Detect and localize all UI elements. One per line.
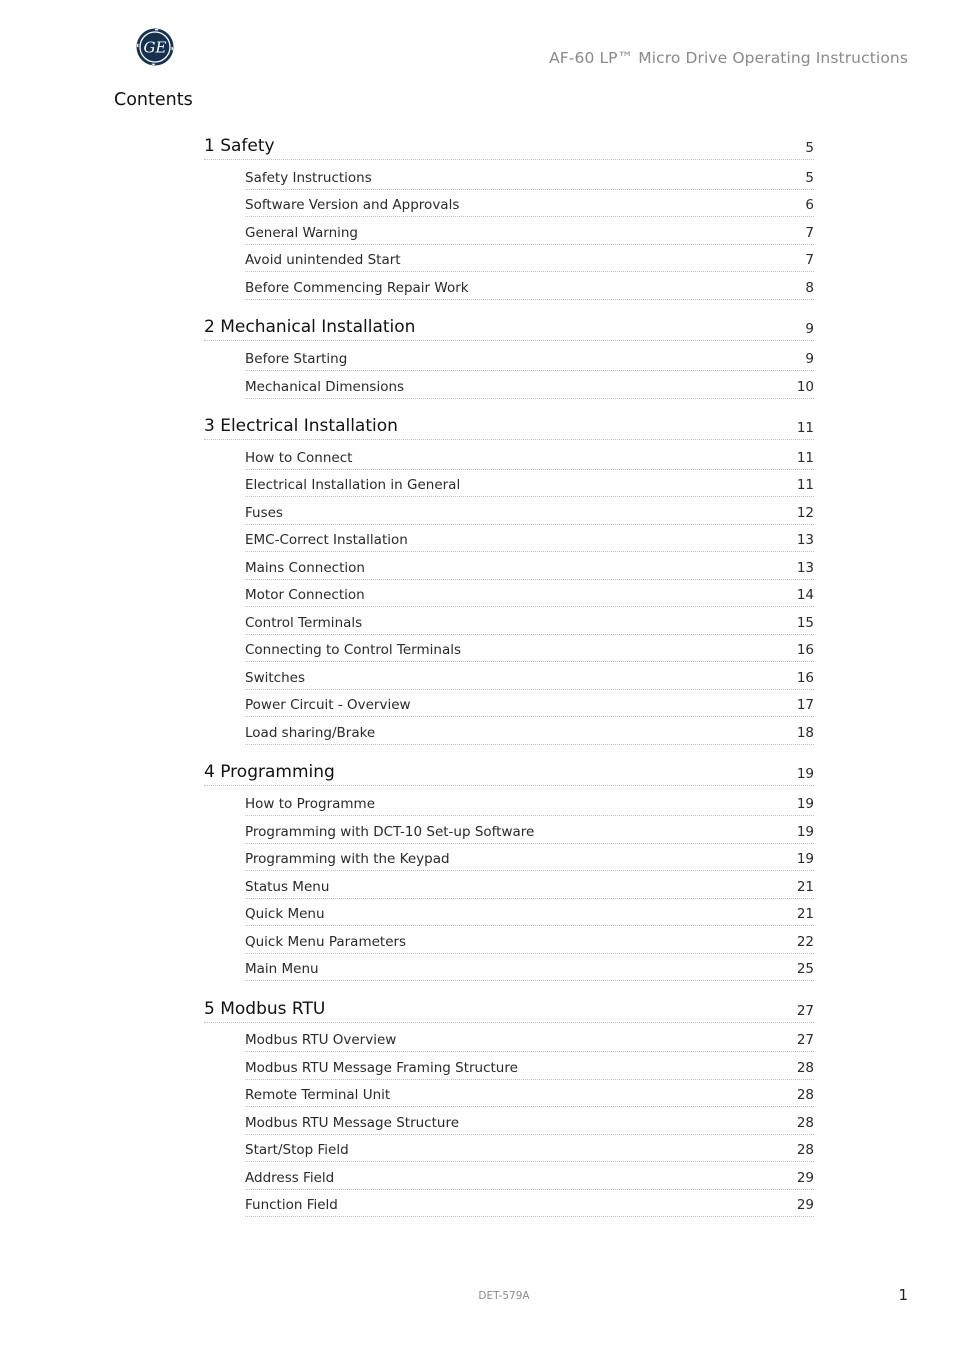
toc-entry-page: 29 — [796, 1170, 814, 1186]
toc-chapter-entry[interactable] — [204, 761, 814, 783]
toc-entry-title: 1 Safety — [204, 136, 275, 156]
toc-entry-title: Modbus RTU Message Framing Structure — [245, 1060, 518, 1076]
page-number: 1 — [898, 1286, 908, 1304]
toc-entry-page: 9 — [805, 351, 814, 367]
toc-dotted-rule — [204, 1022, 814, 1023]
toc-entry-title: How to Programme — [245, 796, 376, 812]
toc-dotted-rule — [245, 216, 814, 217]
toc-dotted-rule — [245, 271, 814, 272]
toc-section-entry[interactable] — [245, 720, 814, 742]
toc-entry-title: 3 Electrical Installation — [204, 416, 398, 436]
toc-section-entry[interactable] — [245, 1192, 814, 1214]
contents-heading: Contents — [114, 90, 193, 110]
toc-entry-page: 27 — [796, 1032, 814, 1048]
toc-entry-page: 13 — [796, 532, 814, 548]
toc-dotted-rule — [245, 606, 814, 607]
toc-entry-page: 7 — [805, 252, 814, 268]
toc-entry-title: EMC-Correct Installation — [245, 532, 408, 548]
toc-dotted-rule — [245, 1216, 814, 1217]
toc-entry-page: 5 — [805, 140, 814, 156]
toc-entry-title: Electrical Installation in General — [245, 477, 461, 493]
toc-section-entry[interactable] — [245, 665, 814, 687]
toc-entry-page: 15 — [796, 615, 814, 631]
toc-chapter-entry[interactable] — [204, 998, 814, 1020]
toc-section-entry[interactable] — [245, 1082, 814, 1104]
toc-section-entry[interactable] — [245, 1110, 814, 1132]
toc-entry-page: 22 — [796, 934, 814, 950]
toc-section-entry[interactable] — [245, 527, 814, 549]
toc-section-entry[interactable] — [245, 846, 814, 868]
toc-section-entry[interactable] — [245, 901, 814, 923]
toc-dotted-rule — [245, 980, 814, 981]
toc-section-entry[interactable] — [245, 791, 814, 813]
toc-section-entry[interactable] — [245, 582, 814, 604]
toc-dotted-rule — [245, 815, 814, 816]
toc-entry-page: 11 — [796, 450, 814, 466]
toc-chapter-entry[interactable] — [204, 316, 814, 338]
toc-chapter-entry[interactable] — [204, 415, 814, 437]
toc-dotted-rule — [245, 1189, 814, 1190]
toc-section-entry[interactable] — [245, 500, 814, 522]
toc-dotted-rule — [245, 689, 814, 690]
toc-dotted-rule — [245, 953, 814, 954]
toc-entry-title: Fuses — [245, 505, 283, 521]
toc-section-entry[interactable] — [245, 692, 814, 714]
toc-entry-page: 28 — [796, 1142, 814, 1158]
toc-section-entry[interactable] — [245, 220, 814, 242]
toc-entry-title: How to Connect — [245, 450, 353, 466]
toc-entry-page: 11 — [796, 477, 814, 493]
toc-entry-page: 7 — [805, 225, 814, 241]
toc-dotted-rule — [245, 661, 814, 662]
toc-section-entry[interactable] — [245, 445, 814, 467]
toc-dotted-rule — [245, 1161, 814, 1162]
toc-section-entry[interactable] — [245, 275, 814, 297]
toc-entry-title: Remote Terminal Unit — [245, 1087, 391, 1103]
toc-entry-page: 5 — [805, 170, 814, 186]
toc-dotted-rule — [245, 299, 814, 300]
toc-dotted-rule — [245, 189, 814, 190]
toc-dotted-rule — [245, 925, 814, 926]
toc-dotted-rule — [245, 551, 814, 552]
toc-entry-title: Quick Menu Parameters — [245, 934, 407, 950]
toc-entry-page: 6 — [805, 197, 814, 213]
toc-entry-title: Programming with the Keypad — [245, 851, 450, 867]
toc-section-entry[interactable] — [245, 192, 814, 214]
toc-dotted-rule — [245, 634, 814, 635]
toc-entry-title: Avoid unintended Start — [245, 252, 401, 268]
toc-entry-page: 29 — [796, 1197, 814, 1213]
toc-section-entry[interactable] — [245, 637, 814, 659]
toc-dotted-rule — [245, 579, 814, 580]
toc-entry-title: Mechanical Dimensions — [245, 379, 405, 395]
toc-dotted-rule — [245, 469, 814, 470]
toc-section-entry[interactable] — [245, 874, 814, 896]
toc-entry-title: Main Menu — [245, 961, 319, 977]
toc-entry-page: 16 — [796, 642, 814, 658]
toc-entry-title: Load sharing/Brake — [245, 725, 376, 741]
toc-entry-title: Mains Connection — [245, 560, 365, 576]
toc-dotted-rule — [245, 716, 814, 717]
toc-entry-title: Before Commencing Repair Work — [245, 280, 469, 296]
toc-entry-page: 19 — [796, 796, 814, 812]
toc-entry-page: 16 — [796, 670, 814, 686]
toc-entry-title: Address Field — [245, 1170, 335, 1186]
toc-entry-title: General Warning — [245, 225, 358, 241]
toc-section-entry[interactable] — [245, 374, 814, 396]
toc-dotted-rule — [204, 340, 814, 341]
toc-dotted-rule — [245, 1134, 814, 1135]
toc-entry-page: 10 — [796, 379, 814, 395]
toc-section-entry[interactable] — [245, 247, 814, 269]
toc-dotted-rule — [245, 870, 814, 871]
toc-entry-page: 28 — [796, 1115, 814, 1131]
toc-entry-title: Start/Stop Field — [245, 1142, 349, 1158]
toc-dotted-rule — [245, 524, 814, 525]
svg-text:GE: GE — [143, 38, 167, 57]
toc-entry-title: Before Starting — [245, 351, 348, 367]
toc-section-entry[interactable] — [245, 956, 814, 978]
document-code: DET-579A — [478, 1290, 530, 1302]
toc-entry-page: 18 — [796, 725, 814, 741]
toc-entry-title: Function Field — [245, 1197, 338, 1213]
toc-entry-title: Control Terminals — [245, 615, 363, 631]
toc-entry-page: 13 — [796, 560, 814, 576]
toc-section-entry[interactable] — [245, 1027, 814, 1049]
toc-entry-page: 9 — [805, 321, 814, 337]
toc-entry-page: 21 — [796, 906, 814, 922]
toc-entry-title: Safety Instructions — [245, 170, 372, 186]
toc-dotted-rule — [245, 496, 814, 497]
toc-section-entry[interactable] — [245, 610, 814, 632]
toc-entry-title: Motor Connection — [245, 587, 365, 603]
toc-section-entry[interactable] — [245, 1055, 814, 1077]
toc-entry-title: Power Circuit - Overview — [245, 697, 411, 713]
toc-entry-page: 28 — [796, 1087, 814, 1103]
toc-section-entry[interactable] — [245, 346, 814, 368]
toc-entry-title: Status Menu — [245, 879, 330, 895]
toc-entry-title: Connecting to Control Terminals — [245, 642, 462, 658]
toc-section-entry[interactable] — [245, 472, 814, 494]
toc-dotted-rule — [204, 785, 814, 786]
toc-dotted-rule — [245, 370, 814, 371]
toc-dotted-rule — [204, 439, 814, 440]
toc-entry-title: Quick Menu — [245, 906, 325, 922]
toc-section-entry[interactable] — [245, 165, 814, 187]
toc-entry-title: Programming with DCT-10 Set-up Software — [245, 824, 535, 840]
toc-entry-title: Modbus RTU Message Structure — [245, 1115, 460, 1131]
toc-dotted-rule — [245, 398, 814, 399]
toc-section-entry[interactable] — [245, 1137, 814, 1159]
toc-dotted-rule — [204, 159, 814, 160]
toc-entry-title: 4 Programming — [204, 762, 335, 782]
toc-entry-page: 25 — [796, 961, 814, 977]
toc-entry-page: 19 — [796, 766, 814, 782]
toc-entry-title: Software Version and Approvals — [245, 197, 460, 213]
toc-entry-title: Modbus RTU Overview — [245, 1032, 397, 1048]
document-title: AF-60 LP™ Micro Drive Operating Instructions — [549, 49, 908, 67]
toc-entry-page: 19 — [796, 824, 814, 840]
toc-section-entry[interactable] — [245, 929, 814, 951]
toc-entry-page: 27 — [796, 1003, 814, 1019]
toc-section-entry[interactable] — [245, 819, 814, 841]
toc-dotted-rule — [245, 244, 814, 245]
toc-dotted-rule — [245, 843, 814, 844]
toc-entry-page: 19 — [796, 851, 814, 867]
toc-entry-page: 28 — [796, 1060, 814, 1076]
toc-dotted-rule — [245, 744, 814, 745]
toc-entry-page: 17 — [796, 697, 814, 713]
toc-dotted-rule — [245, 1106, 814, 1107]
toc-entry-title: 2 Mechanical Installation — [204, 317, 416, 337]
toc-dotted-rule — [245, 1079, 814, 1080]
toc-entry-page: 8 — [805, 280, 814, 296]
toc-entry-title: Switches — [245, 670, 305, 686]
toc-section-entry[interactable] — [245, 1165, 814, 1187]
toc-dotted-rule — [245, 1051, 814, 1052]
toc-entry-page: 14 — [796, 587, 814, 603]
toc-entry-page: 21 — [796, 879, 814, 895]
toc-entry-page: 12 — [796, 505, 814, 521]
toc-chapter-entry[interactable] — [204, 135, 814, 157]
toc-dotted-rule — [245, 898, 814, 899]
toc-entry-page: 11 — [796, 420, 814, 436]
toc-section-entry[interactable] — [245, 555, 814, 577]
toc-entry-title: 5 Modbus RTU — [204, 999, 326, 1019]
